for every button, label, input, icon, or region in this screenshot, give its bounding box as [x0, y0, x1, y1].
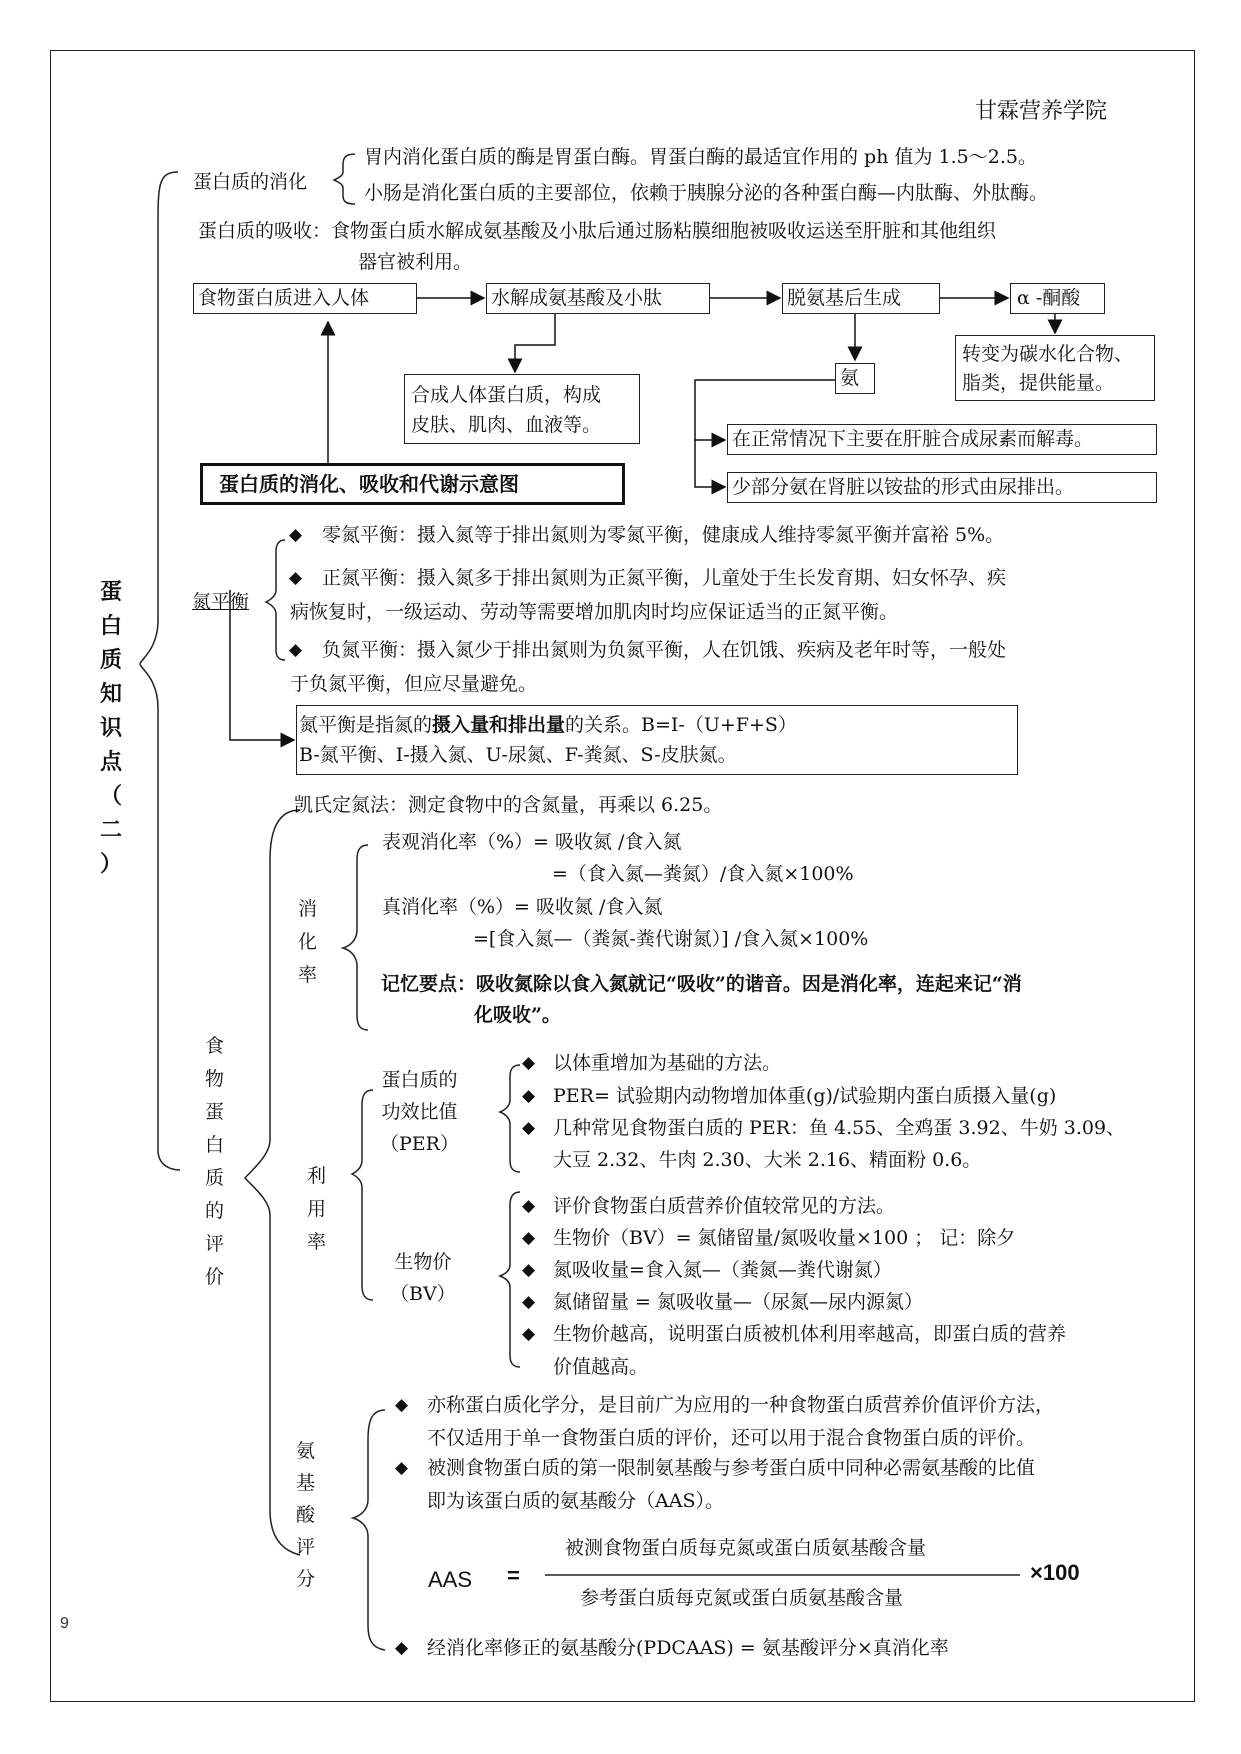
- flow-box-kidney: 少部分氨在肾脏以铵盐的形式由尿排出。: [727, 472, 1157, 503]
- per-item3-line1: 几种常见食物蛋白质的 PER：鱼 4.55、全鸡蛋 3.92、牛奶 3.09、: [553, 1117, 1126, 1139]
- page-number: 9: [60, 1615, 69, 1632]
- formula-numerator: 被测食物蛋白质每克氮或蛋白质氨基酸含量: [565, 1537, 927, 1559]
- kjeldahl-method: 凯氏定氮法：测定食物中的含氮量，再乘以 6.25。: [294, 794, 723, 816]
- bullet-icon: ◆: [522, 1292, 536, 1312]
- digestibility-label: 消 化 率: [298, 898, 318, 986]
- zero-balance: 零氮平衡：摄入氮等于排出氮则为零氮平衡，健康成人维持零氮平衡并富裕 5%。: [322, 524, 1005, 546]
- evaluation-label: 食 物 蛋 白 质 的 评 价: [205, 1035, 225, 1288]
- bv-item5-line1: 生物价越高，说明蛋白质被机体利用率越高，即蛋白质的营养: [553, 1323, 1067, 1345]
- bv-item1: 评价食物蛋白质营养价值较常见的方法。: [553, 1195, 896, 1217]
- true-digestibility-line1: 真消化率（%）= 吸收氮 /食入氮: [382, 896, 663, 918]
- flow-box-energy: 转变为碳水化合物、 脂类，提供能量。: [955, 335, 1155, 401]
- formula-multiplier: ×100: [1030, 1560, 1080, 1585]
- pdcaas: 经消化率修正的氨基酸分(PDCAAS) = 氨基酸评分×真消化率: [427, 1637, 949, 1659]
- flow-box-intake: 食物蛋白质进入人体: [193, 283, 417, 314]
- formula-equals: =: [507, 1563, 520, 1588]
- negative-balance-line1: 负氮平衡：摄入氮少于排出氮则为负氮平衡，人在饥饿、疾病及老年时等，一般处: [322, 639, 1007, 661]
- memory-tip-line1: 记忆要点：吸收氮除以食入氮就记“吸收”的谐音。因是消化率，连起来记“消: [381, 973, 1022, 995]
- side-title: 蛋 白 质 知 识 点 （ 二 ）: [100, 579, 123, 877]
- positive-balance-line1: 正氮平衡：摄入氮多于排出氮则为正氮平衡，儿童处于生长发育期、妇女怀孕、疾: [322, 567, 1007, 589]
- bullet-icon: ◆: [522, 1196, 536, 1216]
- apparent-digestibility-line2: =（食入氮—粪氮）/食入氮×100%: [552, 863, 854, 885]
- aas-item1-line1: 亦称蛋白质化学分，是目前广为应用的一种食物蛋白质营养价值评价方法，: [427, 1394, 1055, 1416]
- bv-label: 生物价 （BV）: [390, 1251, 456, 1305]
- flow-box-synthesis: 合成人体蛋白质，构成 皮肤、肌肉、血液等。: [404, 374, 640, 444]
- bullet-icon: ◆: [522, 1053, 536, 1073]
- bullet-icon: ◆: [522, 1086, 536, 1106]
- bullet-icon: ◆: [289, 640, 303, 660]
- bullet-icon: ◆: [289, 568, 303, 588]
- aas-label: 氨 基 酸 评 分: [296, 1440, 316, 1590]
- digestion-intestine: 小肠是消化蛋白质的主要部位，依赖于胰腺分泌的各种蛋白酶—内肽酶、外肽酶。: [364, 182, 1049, 204]
- bullet-icon: ◆: [522, 1228, 536, 1248]
- flow-box-keto-acid: α -酮酸: [1010, 283, 1105, 314]
- aas-item1-line2: 不仅适用于单一食物蛋白质的评价，还可以用于混合食物蛋白质的评价。: [427, 1427, 1036, 1449]
- true-digestibility-line2: =[食入氮—（粪氮-粪代谢氮）] /食入氮×100%: [473, 928, 869, 950]
- bullet-icon: ◆: [522, 1260, 536, 1280]
- apparent-digestibility-line1: 表观消化率（%）= 吸收氮 /食入氮: [382, 831, 682, 853]
- utilization-label: 利 用 率: [307, 1165, 327, 1253]
- per-item2: PER= 试验期内动物增加体重(g)/试验期内蛋白质摄入量(g): [553, 1085, 1057, 1107]
- bullet-icon: ◆: [395, 1638, 409, 1658]
- memory-tip-line2: 化吸收”。: [474, 1004, 561, 1026]
- per-item1: 以体重增加为基础的方法。: [553, 1052, 782, 1074]
- formula-denominator: 参考蛋白质每克氮或蛋白质氨基酸含量: [580, 1587, 904, 1609]
- absorption-line2: 器官被利用。: [358, 251, 473, 273]
- per-item3-line2: 大豆 2.32、牛肉 2.30、大米 2.16、精面粉 0.6。: [553, 1149, 982, 1171]
- bullet-icon: ◆: [395, 1458, 409, 1478]
- bullet-icon: ◆: [522, 1118, 536, 1138]
- bv-item5-line2: 价值越高。: [553, 1356, 649, 1378]
- flow-box-ammonia: 氨: [835, 363, 875, 394]
- bullet-icon: ◆: [522, 1324, 536, 1344]
- bv-item4: 氮储留量 = 氮吸收量—（尿氮—尿内源氮）: [553, 1291, 923, 1313]
- aas-item2-line1: 被测食物蛋白质的第一限制氨基酸与参考蛋白质中同种必需氨基酸的比值: [427, 1457, 1036, 1479]
- negative-balance-line2: 于负氮平衡，但应尽量避免。: [290, 673, 538, 695]
- nitrogen-balance-label: 氮平衡: [192, 591, 250, 613]
- nitrogen-balance-definition: 氮平衡是指氮的摄入量和排出量的关系。B=I-（U+F+S） B-氮平衡、I-摄入氮、U-尿氮、F-粪氮、S-皮肤氮。: [296, 705, 1018, 775]
- bv-item2: 生物价（BV）= 氮储留量/氮吸收量×100 ； 记：除夕: [553, 1227, 1016, 1249]
- digestion-label: 蛋白质的消化: [193, 171, 308, 193]
- aas-item2-line2: 即为该蛋白质的氨基酸分（AAS）。: [427, 1490, 724, 1512]
- digestion-stomach: 胃内消化蛋白质的酶是胃蛋白酶。胃蛋白酶的最适宜作用的 ph 值为 1.5～2.5。: [364, 146, 1037, 168]
- bullet-icon: ◆: [395, 1395, 409, 1415]
- bv-item3: 氮吸收量=食入氮—（粪氮—粪代谢氮）: [553, 1259, 892, 1281]
- per-label: 蛋白质的 功效比值 （PER）: [380, 1069, 459, 1155]
- flow-box-urea: 在正常情况下主要在肝脏合成尿素而解毒。: [727, 424, 1157, 455]
- formula-lhs: AAS: [428, 1567, 473, 1592]
- school-name: 甘霖营养学院: [975, 98, 1108, 123]
- diagram-caption: 蛋白质的消化、吸收和代谢示意图: [200, 463, 625, 505]
- positive-balance-line2: 病恢复时，一级运动、劳动等需要增加肌肉时均应保证适当的正氮平衡。: [290, 601, 899, 623]
- bullet-icon: ◆: [289, 525, 303, 545]
- absorption-line1: 蛋白质的吸收：食物蛋白质水解成氨基酸及小肽后通过肠粘膜细胞被吸收运送至肝脏和其他组织: [198, 220, 997, 242]
- flow-box-hydrolysis: 水解成氨基酸及小肽: [486, 283, 710, 314]
- flow-box-deamination: 脱氨基后生成: [782, 283, 940, 314]
